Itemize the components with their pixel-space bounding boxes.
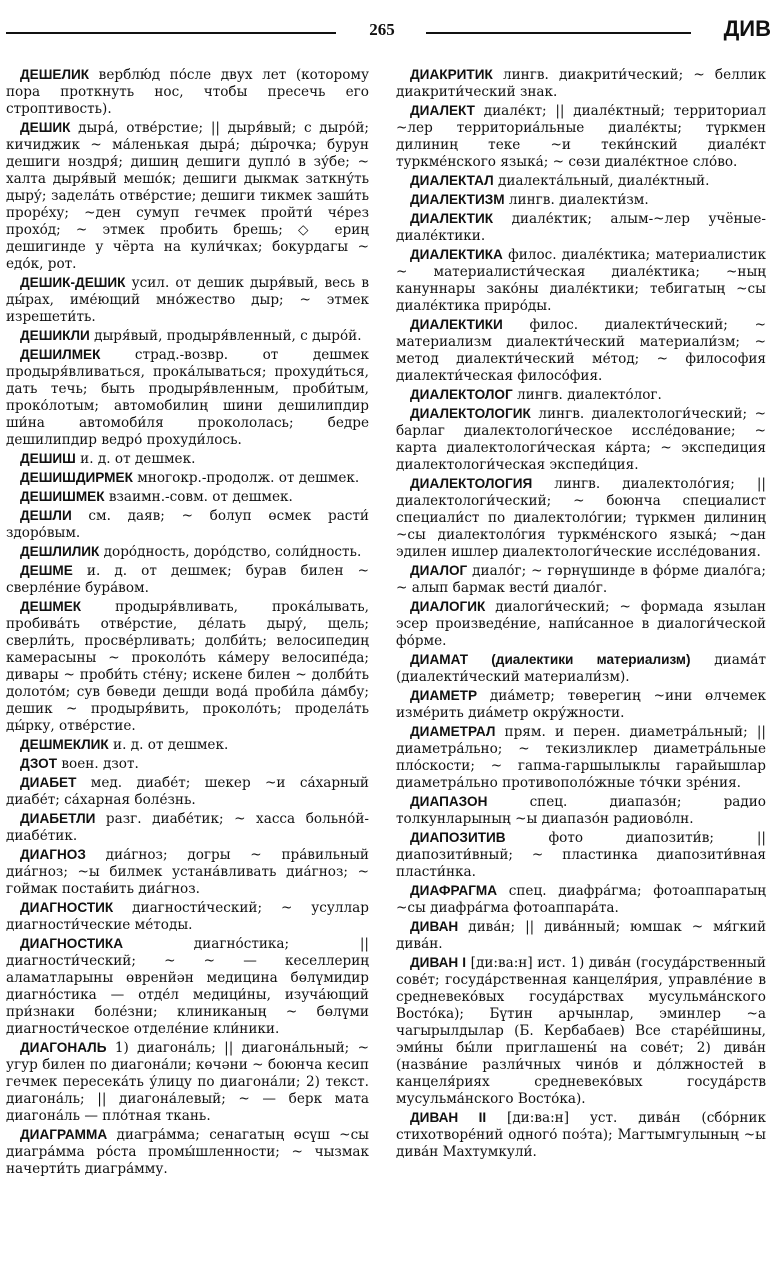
dictionary-entry: [6, 488, 369, 506]
entry-headword: ДИАЛОГИК: [410, 599, 486, 614]
dictionary-entry: [396, 386, 766, 404]
dictionary-entry: [6, 66, 369, 118]
entry-definition: диалоги́ческий; ~ формада язылан эсер произведе́ние, напи́санное в диалоги́ческой фо́рме.: [396, 599, 766, 649]
entry-headword: ДИВАН: [410, 919, 459, 934]
entry-headword: ДИАЛЕКТИЗМ: [410, 192, 505, 207]
dictionary-entry: [396, 172, 766, 190]
entry-definition: лингв. диалектоло́гия; || диалектологи́ческий; ~ боюнча специалист специали́ст по диалектоло́гии; түркмен дилиниң ~сы диалектоло́гия туркме́нского языка́; ~дан эдилен ишлер диалектологи́ческие иссле́дования.: [396, 476, 766, 560]
entry-definition: дива́н; || дива́нный; юмшак ~ мя́гкий дива́н.: [396, 919, 766, 952]
dictionary-entry: [396, 918, 766, 953]
entry-definition: диа́гноз; догры ~ пра́вильный диа́гноз; ~ы билмек устана́вливать диа́гноз; ~ гоймак постав́ить диа́гноз.: [6, 847, 369, 897]
entry-headword: ДЕШИКЛИ: [20, 328, 90, 343]
page-number: 265: [369, 20, 395, 39]
entry-headword: ДИАЛЕКТОЛОГИЯ: [410, 476, 533, 491]
entry-definition: разг. диабе́тик; ~ хасса больно́й-диабе́тик.: [6, 811, 369, 844]
entry-headword: ДИАЛЕКТАЛ: [410, 173, 494, 188]
entry-definition: и. д. от дешмек.: [108, 737, 229, 753]
entry-headword: ДИАБЕТЛИ: [20, 811, 96, 826]
entry-definition: диагно́стика; || диагности́ческий; ~ ~ — кеселлериң аламатларыны өвренйән медицина бөлүмидир диагно́стика — отде́л медици́ны, изуча́ющий при́знаки боле́зни; клиниканың ~ бөлүми диагности́ческое отделе́ние кли́ники.: [6, 936, 369, 1037]
dictionary-entry: [6, 736, 369, 754]
dictionary-entry: [6, 327, 369, 345]
dictionary-entry: [6, 543, 369, 561]
dictionary-entry: [396, 793, 766, 828]
entry-definition: страд.-возвр. от дешмек продыря́вливаться, прока́лываться; прохуди́ться, дать течь; быть продыря́вленным, проби́тым, проко́лотым; автомобилиң шини дешилипдир ши́на автомоби́ля прокололась; бедре дешилипдир ведро́ прохуди́лось.: [6, 347, 369, 448]
entry-definition: см. даяв; ~ болуп өсмек расти́ здоро́вым.: [6, 508, 369, 541]
dictionary-entry: [396, 191, 766, 209]
dictionary-entry: [396, 829, 766, 881]
entry-headword: ДЕШЛИ: [20, 508, 72, 523]
entry-headword: ДИАГРАММА: [20, 1127, 108, 1142]
dictionary-entry: [396, 405, 766, 474]
entry-headword: ДЕШМЕ: [20, 563, 73, 578]
entry-headword: ДИАПОЗИТИВ: [410, 830, 506, 845]
dictionary-entry: [396, 723, 766, 792]
dictionary-entry: [6, 507, 369, 542]
entry-definition: филос. диале́ктика; материалистик ~ материалисти́ческая диале́ктика; ~ның кануннары зако́ны диале́ктики; тебигатың ~сы диале́ктика приро́ды.: [396, 247, 766, 314]
entry-headword: ДЕШЕЛИК: [20, 67, 90, 82]
entry-definition: взаимн.-совм. от дешмек.: [104, 489, 293, 505]
dictionary-entry: [6, 810, 369, 845]
entry-headword: ДИАГНОСТИКА: [20, 936, 124, 951]
header-rule-right: [426, 32, 691, 34]
entry-headword: ДИВАН I: [410, 955, 467, 970]
entry-definition: [ди:ва:н] ист. 1) дива́н (госуда́рственный сове́т; госуда́рственная канцеля́рия, управле́ние в средневеко́вых госуда́рствах мусульма́нского Восто́ка); Бүтин арчынлар, эминлер ~а чагырылдылар (Б. Кербабаев) Все старе́йшины, эми́ны бы́ли приглашены́ на сове́т; 2) дива́н (назва́ние разли́чных чино́в и до́лжностей в канцеля́риях средневеко́вых госуда́рств мусульма́нского Восто́ка).: [396, 955, 766, 1107]
entry-definition: спец. диафра́гма; фотоаппаратың ~сы диафра́гма фотоаппара́та.: [396, 883, 766, 916]
entry-headword: ДИАМЕТР: [410, 688, 478, 703]
dictionary-entry: [6, 1126, 369, 1178]
entry-definition: воен. дзот.: [57, 756, 139, 772]
dictionary-entry: [396, 562, 766, 597]
dictionary-entry: [396, 598, 766, 650]
entry-headword: ДЕШИК-ДЕШИК: [20, 275, 126, 290]
entry-headword: ДЕШИЛМЕК: [20, 347, 101, 362]
entry-definition: диалекта́льный, диале́ктный.: [493, 173, 710, 189]
dictionary-entry: [6, 562, 369, 597]
dictionary-entry: [396, 882, 766, 917]
entry-headword: ДИАБЕТ: [20, 775, 77, 790]
dictionary-entry: [6, 598, 369, 735]
dictionary-entry: [6, 346, 369, 449]
entry-definition: лингв. диалектологи́ческий; ~ барлаг диалектологи́ческое иссле́дование; ~ карта диалектологи́ческая ка́рта; ~ экспедиция диалектологи́ческая экспеди́ция.: [396, 406, 766, 473]
entry-definition: усил. от дешик дыря́вый, весь в ды́рах, име́ющий мно́жество дыр; ~ этмек изрешети́ть.: [6, 275, 369, 325]
entry-definition: и. д. от дешмек; бурав билен ~ сверле́ние бура́вом.: [6, 563, 369, 596]
dictionary-entry: [6, 846, 369, 898]
entry-definition: спец. диапазо́н; радио толкунларының ~ы диапазо́н радиово́лн.: [396, 794, 766, 827]
entry-definition: доро́дность, доро́дство, соли́дность.: [99, 544, 362, 560]
entry-definition: 1) диагона́ль; || диагона́льный; ~ угур билен по диагона́ли; көчәни ~ боюнча кесип гечмек пересека́ть у́лицу по диагона́ли; 2) текст. диагона́ль; || диагона́левый; ~ — берк мата диагона́ль — пло́тная ткань.: [6, 1040, 369, 1124]
dictionary-entry: [396, 1109, 766, 1161]
dictionary-entry: [396, 246, 766, 315]
dictionary-entry: [396, 66, 766, 101]
entry-headword: ДИАЛЕКТ: [410, 103, 475, 118]
entry-headword: ДЕШМЕК: [20, 599, 82, 614]
entry-headword: ДИАЛЕКТИКА: [410, 247, 503, 262]
dictionary-entry: [6, 935, 369, 1038]
entry-definition: продыря́вливать, прока́лывать, пробива́ть отве́рстие, де́лать дыру́, щель; сверли́ть, просве́рливать; долби́ть; велосипедиң камерасыны ~ проколо́ть ка́меру велосипе́да; дивары ~ проби́ть сте́ну; искене билен ~ долби́ть долото́м; сув бөведи дешди вода́ проби́ла да́мбу; дешик ~ продыря́вить, проколо́ть; продела́ть ды́рку, отве́рстие.: [6, 599, 369, 734]
entry-headword: ДИАЛЕКТОЛОГИК: [410, 406, 531, 421]
entry-definition: диама́т (диалекти́ческий материали́зм).: [396, 652, 766, 685]
entry-headword: ДЕШИШ: [20, 451, 76, 466]
header-rule-left: [6, 32, 336, 34]
entry-headword: ДЕШИШДИРМЕК: [20, 470, 133, 485]
entry-headword: ДИВАН II: [410, 1110, 487, 1125]
dictionary-entry: [396, 210, 766, 245]
entry-definition: верблю́д по́сле двух лет (которому пора проткнуть нос, чтобы пресечь его строптивость).: [6, 67, 369, 117]
entry-definition: и. д. от дешмек.: [75, 451, 196, 467]
entry-definition: диале́ктик; алым-~лер учёные-диале́ктики.: [396, 211, 766, 244]
entry-headword: ДИАМЕТРАЛ: [410, 724, 496, 739]
entry-definition: [ди:ва:н] уст. дива́н (сбо́рник стихотворе́ний одного́ поэ́та); Магтымгулының ~ы дива́н Махтумкули́.: [396, 1110, 766, 1160]
entry-headword: ДИАКРИТИК: [410, 67, 493, 82]
entry-definition: филос. диалекти́ческий; ~ материализм диалекти́ческий материали́зм; ~ метод диалекти́ческий ме́тод; ~ философия диалекти́ческая филосо́фия.: [396, 317, 766, 384]
dictionary-entry: [6, 774, 369, 809]
entry-definition: многокр.-продолж. от дешмек.: [132, 470, 360, 486]
entry-headword: ДИАГНОЗ: [20, 847, 86, 862]
dictionary-entry: [6, 899, 369, 934]
page-header: [6, 18, 771, 44]
entry-definition: лингв. диалекто́лог.: [512, 387, 662, 403]
entry-definition: дыря́вый, продыря́вленный, с дыро́й.: [89, 328, 362, 344]
entry-headword: ДИАЛЕКТОЛОГ: [410, 387, 513, 402]
entry-headword: ДИАЛЕКТИК: [410, 211, 494, 226]
dictionary-entry: [6, 1039, 369, 1125]
left-column: [6, 66, 369, 1179]
entry-definition: диагра́мма; сенагатың өсүш ~сы диагра́мма ро́ста промы́шленности; ~ чызмак начерти́ть диагра́мму.: [6, 1127, 369, 1177]
entry-headword: ДИАГНОСТИК: [20, 900, 114, 915]
dictionary-entry: [6, 450, 369, 468]
dictionary-entry: [6, 755, 369, 773]
entry-headword: ДЕШМЕКЛИК: [20, 737, 109, 752]
dictionary-entry: [396, 475, 766, 561]
entry-definition: дыра́, отве́рстие; || дыря́вый; с дыро́й; кичиджик ~ ма́ленькая дыра́; ды́рочка; бурун дешиги ноздря́; дишиң дешиги дупло́ в зу́бе; ~ халта дыря́вый мешо́к; дешиги дыкмак заткну́ть дыру́; задела́ть отве́рстие; дешиги тикмек заши́ть проре́ху; ~ден сумуп гечмек пройти́ че́рез прохо́д; ~ этмек пробить брешь; ◇ ериң дешигинде у чёрта на кули́чках; бокурдагы ~ едо́к, рот.: [6, 120, 369, 272]
entry-definition: лингв. диакрити́ческий; ~ беллик диакрити́ческий знак.: [396, 67, 766, 100]
entry-headword: ДИАФРАГМА: [410, 883, 498, 898]
entry-definition: лингв. диалекти́зм.: [504, 192, 649, 208]
dictionary-entry: [396, 316, 766, 385]
entry-definition: мед. диабе́т; шекер ~и са́харный диабе́т; са́харная боле́знь.: [6, 775, 369, 808]
dictionary-entry: [396, 651, 766, 686]
entry-definition: прям. и перен. диаметра́льный; || диаметра́льно; ~ текизликлер диаметра́льные пло́скости; ~ гапма-гаршылыклы гарайышлар диаметра́льно противополо́жные то́чки зре́ния.: [396, 724, 766, 791]
entry-definition: диале́кт; || диале́ктный; территориал ~лер территориа́льные диале́кты; түркмен дилиниң теке ~и теки́нский диале́кт туркме́нского языка́; ~ сөзи диале́ктное сло́во.: [396, 103, 766, 170]
entry-headword: ДИАЛЕКТИКИ: [410, 317, 503, 332]
dictionary-entry: [6, 274, 369, 326]
dictionary-entry: [6, 469, 369, 487]
entry-definition: диало́г; ~ гөрнүшинде в фо́рме диало́га; ~ алып бармак вести́ диало́г.: [396, 563, 766, 596]
entry-definition: диа́метр; төверегиң ~ини өлчемек изме́рить диа́метр окру́жности.: [396, 688, 766, 721]
entry-headword: ДЕШЛИЛИК: [20, 544, 100, 559]
entry-definition: диагности́ческий; ~ усуллар диагности́ческие ме́тоды.: [6, 900, 369, 933]
entry-headword: ДИАГОНАЛЬ: [20, 1040, 107, 1055]
entry-headword: ДЕШИК: [20, 120, 71, 135]
dictionary-entry: [396, 102, 766, 171]
entry-headword: ДИАМАТ (диалектики материализм): [410, 652, 691, 667]
right-column: [396, 66, 766, 1162]
dictionary-entry: [396, 687, 766, 722]
dictionary-entry: [6, 119, 369, 273]
guide-word: ДИВ: [723, 16, 771, 41]
entry-headword: ДЕШИШМЕК: [20, 489, 105, 504]
entry-headword: ДИАПАЗОН: [410, 794, 488, 809]
entry-headword: ДИАЛОГ: [410, 563, 468, 578]
entry-headword: ДЗОТ: [20, 756, 58, 771]
dictionary-entry: [396, 954, 766, 1108]
entry-definition: фото диапозити́в; || диапозити́вный; ~ пластинка диапозити́вная пласти́нка.: [396, 830, 766, 880]
